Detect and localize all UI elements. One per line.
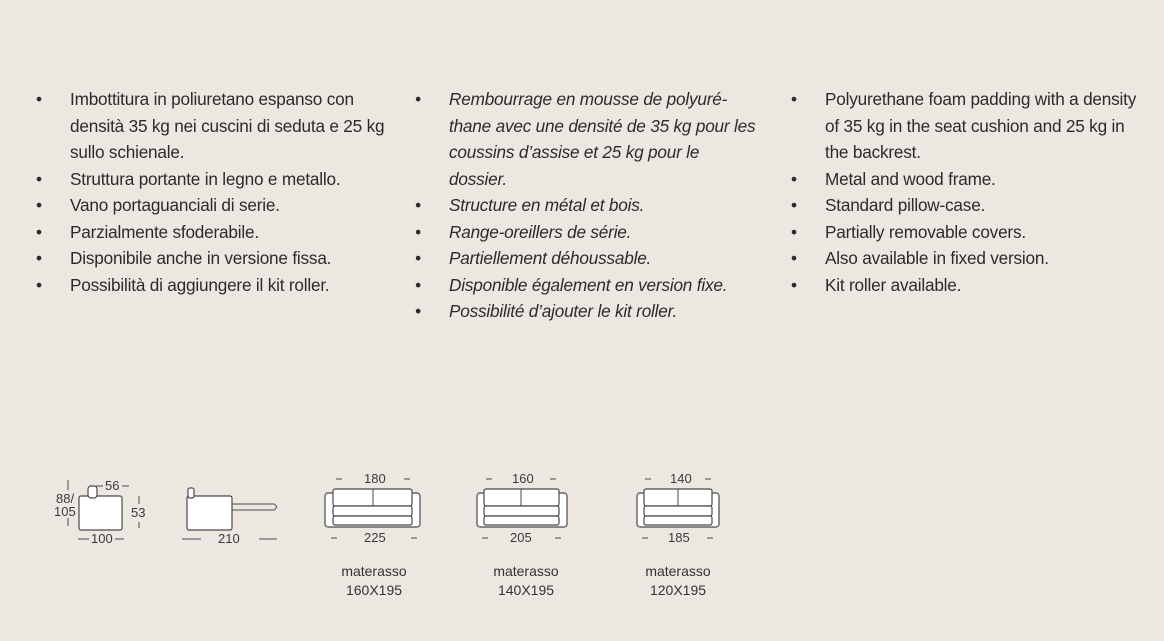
list-item: • Kit roller available. [825,272,1140,299]
italian-features [36,86,390,298]
side-seat-depth: 56 [105,478,120,493]
side-view-drawing [54,478,145,546]
mattress-label-2: materasso 140X195 [493,563,559,598]
dimension-drawings [0,460,1164,641]
list-item: • Structure en métal et bois. [449,192,759,219]
side-seat-height: 53 [131,505,146,520]
bullet: • [791,248,797,268]
list-item: • Parzialmente sfoderabile. [70,219,390,246]
bullet: • [36,221,42,242]
sofa-drawing-2 [477,471,567,545]
french-features [415,86,759,325]
sofa-drawing-1 [325,471,420,545]
bullet: • [791,89,797,109]
bullet: • [415,89,421,109]
list-item: • Disponibile anche in versione fissa. [70,245,390,272]
list-item: • Polyurethane foam padding with a density of 35 kg in the seat cushion and 25 kg in the backrest. [825,86,1140,166]
side-height-bottom: 105 [54,504,76,519]
bullet: • [36,274,42,295]
sofa-1-bottom-width: 225 [364,530,386,545]
sofa-2-top-width: 160 [512,471,534,486]
list-item: • Also available in fixed version. [825,245,1140,272]
sofa-2-bottom-width: 205 [510,530,532,545]
list-item: • Partiellement déhoussable. [449,245,759,272]
list-item: • Partially removable covers. [825,219,1140,246]
bullet: • [791,221,797,242]
list-item: • Standard pillow-case. [825,192,1140,219]
list-item: • Struttura portante in legno e metallo. [70,166,390,193]
open-length: 210 [218,531,240,546]
sofa-3-top-width: 140 [670,471,692,486]
bullet: • [415,301,421,321]
list-item: • Possibilità di aggiungere il kit roller. [70,272,390,299]
list-item: • Range-oreillers de série. [449,219,759,246]
list-item: • Disponible également en version fixe. [449,272,759,299]
list-item: • Rembourrage en mousse de polyuréthane avec une densité de 35 kg pour les coussins d’assise et 25 kg pour le dossier. [449,86,759,192]
sofa-1-top-width: 180 [364,471,386,486]
bullet: • [415,221,421,242]
sofa-drawing-3 [637,471,719,545]
sofa-3-bottom-width: 185 [668,530,690,545]
bullet: • [791,274,797,295]
bullet: • [415,248,421,268]
bullet: • [36,248,42,268]
bullet: • [791,168,797,189]
bullet: • [415,274,421,295]
list-item: • Possibilité d’ajouter le kit roller. [449,298,759,325]
list-item: • Vano portaguanciali di serie. [70,192,390,219]
bullet: • [36,195,42,215]
bullet: • [791,195,797,215]
list-item: • Imbottitura in poliuretano espanso con densità 35 kg nei cuscini di seduta e 25 kg sullo schienale. [70,86,390,166]
side-depth: 100 [91,531,113,546]
side-height-top: 88/ [56,491,75,506]
open-view-drawing [182,488,277,546]
mattress-label-3: materasso 120X195 [645,563,711,598]
mattress-label-1: materasso 160X195 [341,563,407,598]
bullet: • [36,89,42,109]
bullet: • [36,168,42,189]
bullet: • [415,195,421,215]
english-features [791,86,1140,298]
list-item: • Metal and wood frame. [825,166,1140,193]
